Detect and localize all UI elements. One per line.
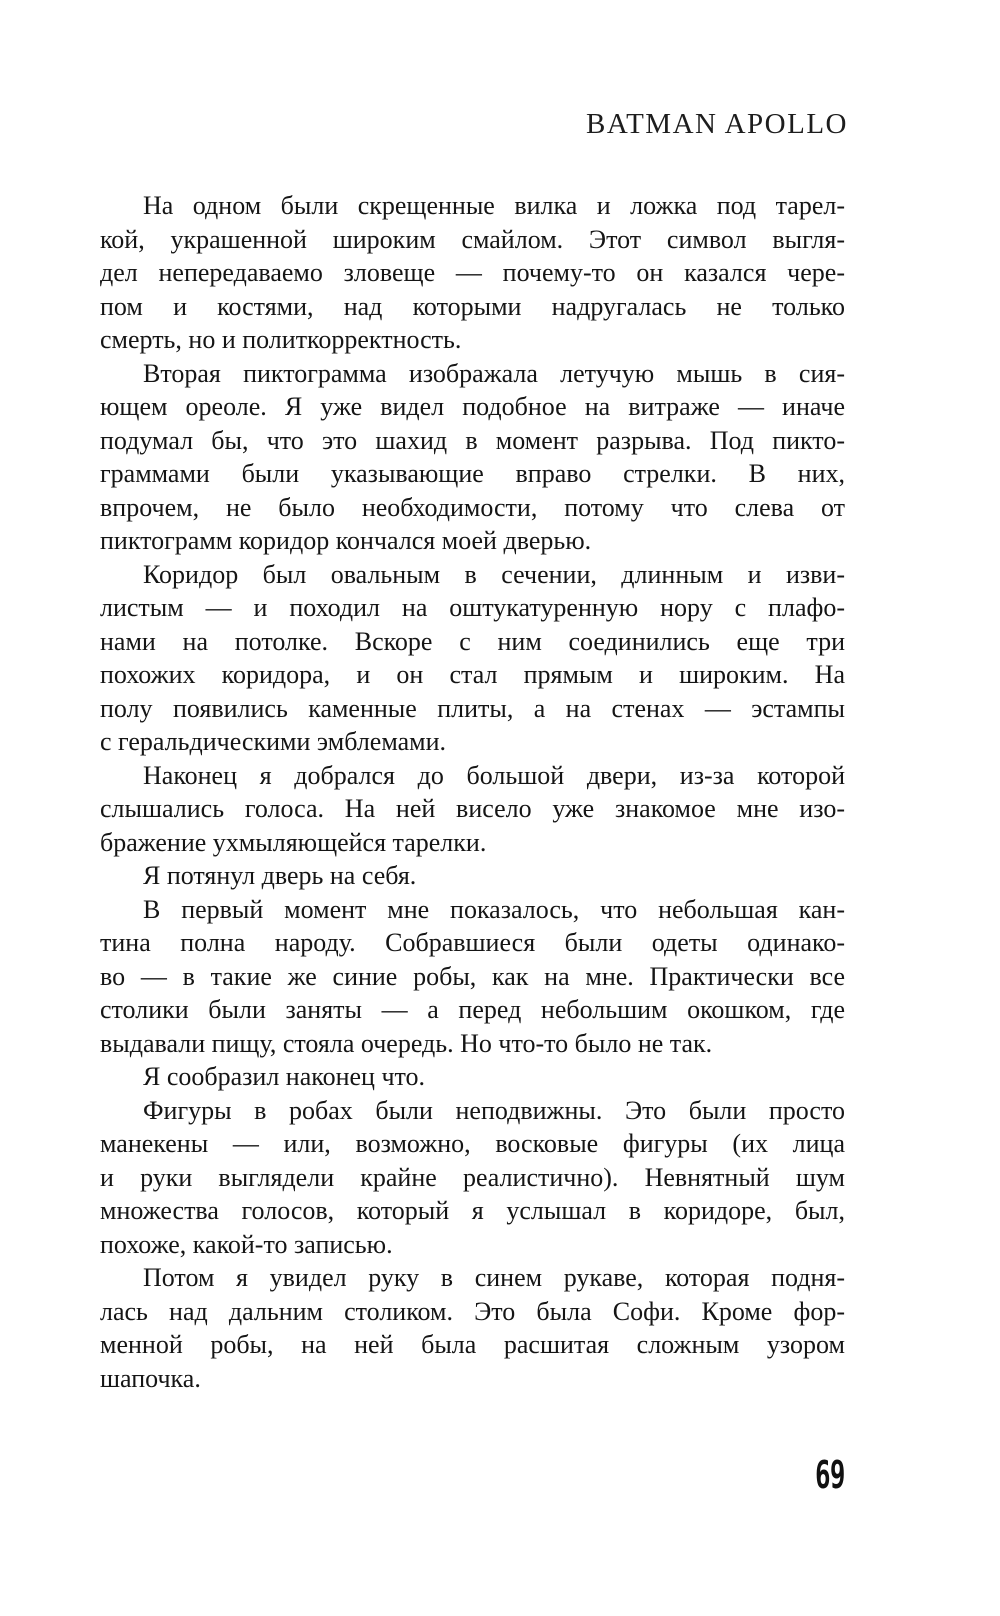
text-line: Я сообразил наконец что. (143, 1062, 426, 1091)
text-line: впрочем, не было необходимости, потому что слева от (100, 492, 845, 522)
text-line: В первый момент мне показалось, что небольшая кан- (143, 894, 845, 924)
text-line: Коридор был овальным в сечении, длинным и изви- (143, 559, 845, 589)
text-line: кой, украшенной широким смайлом. Этот символ выгля- (100, 224, 845, 254)
body-text (100, 189, 845, 1395)
text-line: граммами были указывающие вправо стрелки. В них, (100, 459, 845, 488)
text-line: бражение ухмыляющейся тарелки. (100, 827, 487, 857)
page-number: 69 (815, 1453, 845, 1497)
text-line: нами на потолке. Вскоре с ним соединились еще три (100, 626, 845, 656)
text-line: и руки выглядели крайне реалистично). Невнятный шум (100, 1162, 845, 1192)
text-line: шапочка. (100, 1363, 201, 1393)
text-line: столики были заняты — а перед небольшим окошком, где (100, 995, 845, 1024)
text-line: Я потянул дверь на себя. (143, 861, 417, 890)
text-line: ющем ореоле. Я уже видел подобное на витраже — иначе (100, 392, 845, 421)
text-line: лась над дальним столиком. Это была Софи. Кроме фор- (100, 1296, 845, 1326)
text-line: дел непередаваемо зловеще — почему-то он казался чере- (100, 258, 845, 287)
text-line: Наконец я добрался до большой двери, из-за которой (143, 760, 845, 790)
text-line: во — в такие же синие робы, как на мне. Практически все (100, 961, 845, 991)
text-line: смерть, но и политкорректность. (100, 325, 462, 354)
text-line: листым — и походил на оштукатуренную нору с плафо- (100, 593, 845, 622)
running-head: BATMAN APOLLO (586, 108, 848, 140)
text-line: пом и костями, над которыми надругалась не только (100, 291, 845, 321)
text-line: выдавали пищу, стояла очередь. Но что-то было не так. (100, 1028, 713, 1058)
text-line: менной робы, на ней была расшитая сложным узором (100, 1330, 845, 1359)
text-line: манекены — или, возможно, восковые фигуры (их лица (100, 1129, 845, 1158)
text-line: множества голосов, который я услышал в коридоре, был, (100, 1196, 845, 1225)
text-line: Потом я увидел руку в синем рукаве, которая подня- (143, 1263, 845, 1292)
text-line: полу появились каменные плиты, а на стенах — эстампы (100, 693, 845, 723)
text-line: Вторая пиктограмма изображала летучую мышь в сия- (143, 358, 845, 388)
text-line: похожих коридора, и он стал прямым и широким. На (100, 660, 845, 689)
text-line: с геральдическими эмблемами. (100, 727, 447, 756)
text-line: похоже, какой-то записью. (100, 1229, 393, 1259)
text-line: На одном были скрещенные вилка и ложка под тарел- (143, 191, 845, 220)
text-line: пиктограмм коридор кончался моей дверью. (100, 526, 592, 555)
text-line: Фигуры в робах были неподвижны. Это были просто (143, 1095, 845, 1125)
text-line: тина полна народу. Собравшиеся были одеты одинако- (100, 928, 845, 957)
text-line: слышались голоса. На ней висело уже знакомое мне изо- (100, 794, 845, 823)
text-line: подумал бы, что это шахид в момент разрыва. Под пикто- (100, 425, 845, 455)
